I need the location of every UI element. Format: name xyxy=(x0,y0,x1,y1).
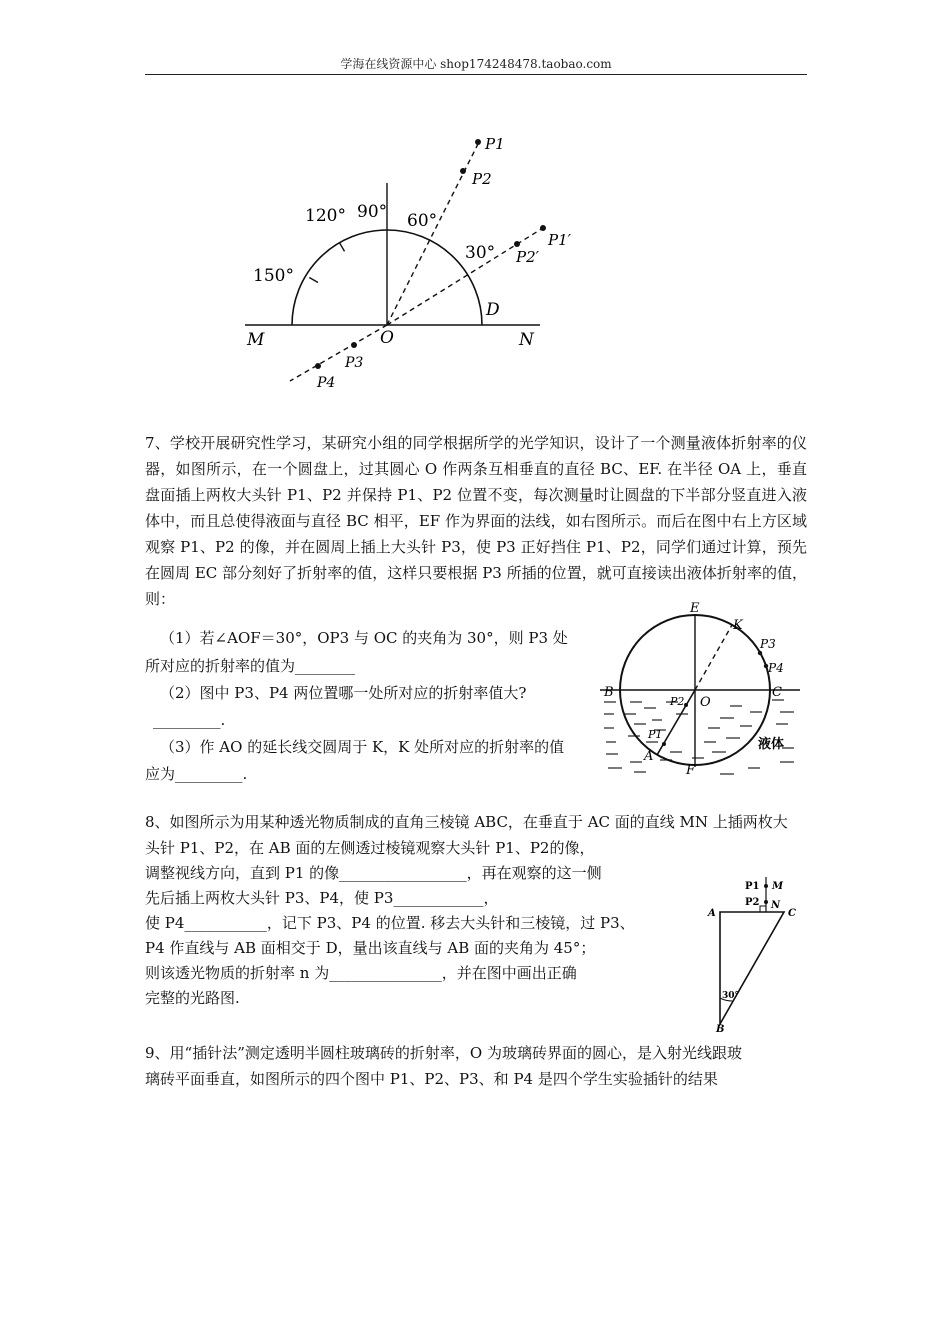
q8-line7: 则该透光物质的折射率 n 为_______________，并在图中画出正确 xyxy=(145,964,577,982)
pin-p4 xyxy=(315,363,321,369)
pin-p1-prism xyxy=(764,884,768,888)
ray-p1 xyxy=(387,140,480,325)
label-c: C xyxy=(772,685,782,700)
q7-sub1-line2: 所对应的折射率的值为________ xyxy=(145,657,356,675)
label-p1-prime: P1′ xyxy=(548,231,572,249)
q8-line6: P4 作直线与 AB 面相交于 D，量出该直线与 AB 面的夹角为 45°； xyxy=(145,939,596,957)
pin-p2-prism xyxy=(764,900,768,904)
q8-line2: 头针 P1、P2，在 AB 面的左侧透过棱镜观察大头针 P1、P2的像， xyxy=(145,839,595,857)
label-n-prism: N xyxy=(771,900,781,911)
label-m: M xyxy=(247,330,265,350)
q7-sub1-line1: （1）若∠AOF＝30°，OP3 与 OC 的夹角为 30°，则 P3 处 xyxy=(160,629,568,647)
ray-p3-p4 xyxy=(290,325,387,381)
q7-sub3-line1: （3）作 AO 的延长线交圆周于 K，K 处所对应的折射率的值 xyxy=(160,738,565,756)
label-p3-disc: P3 xyxy=(760,637,776,651)
label-p1-prism: P1 xyxy=(745,881,760,892)
label-p2-prism: P2 xyxy=(745,897,760,908)
label-30: 30° xyxy=(465,243,496,263)
label-b-prism: B xyxy=(716,1024,725,1032)
label-a-prism: A xyxy=(708,908,716,919)
label-90: 90° xyxy=(357,202,388,222)
label-c-prism: C xyxy=(788,908,796,919)
figure-protractor xyxy=(235,125,575,395)
tick-150 xyxy=(309,278,318,283)
pin-p1-disc xyxy=(662,742,666,746)
label-30-prism: 30° xyxy=(722,991,740,1001)
pin-p2 xyxy=(460,168,466,174)
q8-line4: 先后插上两枚大头针 P3、P4，使 P3____________， xyxy=(145,889,499,907)
pin-p3-disc xyxy=(758,651,762,655)
header-divider xyxy=(145,74,807,75)
label-n: N xyxy=(519,330,534,350)
page-header: 学海在线资源中心 shop174248478.taobao.com xyxy=(340,57,612,71)
prism-triangle xyxy=(720,912,784,1024)
label-p2: P2 xyxy=(472,170,492,188)
pin-p2-prime xyxy=(514,241,520,247)
label-f: F xyxy=(686,763,696,777)
label-120: 120° xyxy=(305,206,346,226)
label-p3: P3 xyxy=(345,355,364,371)
q8-line1: 8、如图所示为用某种透光物质制成的直角三棱镜 ABC，在垂直于 AC 面的直线 MN 上插两枚大 xyxy=(145,813,788,831)
pin-p3 xyxy=(351,342,357,348)
label-e: E xyxy=(690,602,700,616)
label-o-disc: O xyxy=(700,695,711,710)
label-p2-disc: P2 xyxy=(670,695,685,708)
label-o: O xyxy=(380,328,394,348)
q8-line3: 调整视线方向，直到 P1 的像_________________，再在观察的这一侧 xyxy=(145,864,602,882)
q7-sub2-line1: （2）图中 P3、P4 两位置哪一处所对应的折射率值大? xyxy=(160,684,527,702)
label-p1: P1 xyxy=(485,135,505,153)
q7-sub2-line2: _________. xyxy=(153,711,226,729)
q7-paragraph: 7、学校开展研究性学习，某研究小组的同学根据所学的光学知识，设计了一个测量液体折射率的仪器，如图所示，在一个圆盘上，过其圆心 O 作两条互相垂直的直径 BC、EF. 在半径 OA 上，垂直盘面插上两枚大头针 P1、P2 并保持 P1、P2 位置不变，每次测量时让圆盘的下半部分竖直进入液体中，而且总使得液面与直径 BC 相平，EF 作为界面的法线，如右图所示。而后在图中右上方区域观察 P1、P2 的像，并在圆周上插上大头针 P3，使 P3 正好挡住 P1、P2，同学们通过计算，预先在圆周 EC 部分刻好了折射率的值，这样只要根据 P3 所插的位置，就可直接读出液体折射率的值，则： xyxy=(145,434,807,608)
pin-p1-prime xyxy=(540,225,546,231)
right-angle-mark xyxy=(760,906,766,912)
q8-line5: 使 P4___________，记下 P3、P4 的位置. 移去大头针和三棱镜，过 P3、 xyxy=(145,914,635,932)
tick-120 xyxy=(340,243,345,252)
label-150: 150° xyxy=(253,266,294,286)
label-p4-disc: P4 xyxy=(768,661,784,675)
label-60: 60° xyxy=(407,211,438,231)
label-liquid: 液体 xyxy=(758,737,785,752)
q9-line1: 9、用“插针法”测定透明半圆柱玻璃砖的折射率，O 为玻璃砖界面的圆心，是入射光线跟玻 xyxy=(145,1044,742,1062)
pin-p2-disc xyxy=(684,703,688,707)
figure-prism xyxy=(700,872,810,1032)
pin-p1 xyxy=(475,139,481,145)
q8-line8: 完整的光路图. xyxy=(145,989,240,1007)
label-m-prism: M xyxy=(772,881,784,892)
figure-liquid-disc xyxy=(600,602,800,777)
label-k: K xyxy=(733,618,743,633)
label-p2-prime: P2′ xyxy=(516,248,540,266)
label-a: A xyxy=(644,749,654,764)
label-p1-disc: P1 xyxy=(648,728,663,741)
extension-ok xyxy=(695,625,732,690)
label-p4: P4 xyxy=(317,375,336,391)
label-d: D xyxy=(486,300,500,320)
q7-sub3-line2: 应为_________. xyxy=(145,765,248,783)
label-b: B xyxy=(604,685,614,700)
q9-line2: 璃砖平面垂直，如图所示的四个图中 P1、P2、P3、和 P4 是四个学生实验插针的结果 xyxy=(145,1070,718,1088)
